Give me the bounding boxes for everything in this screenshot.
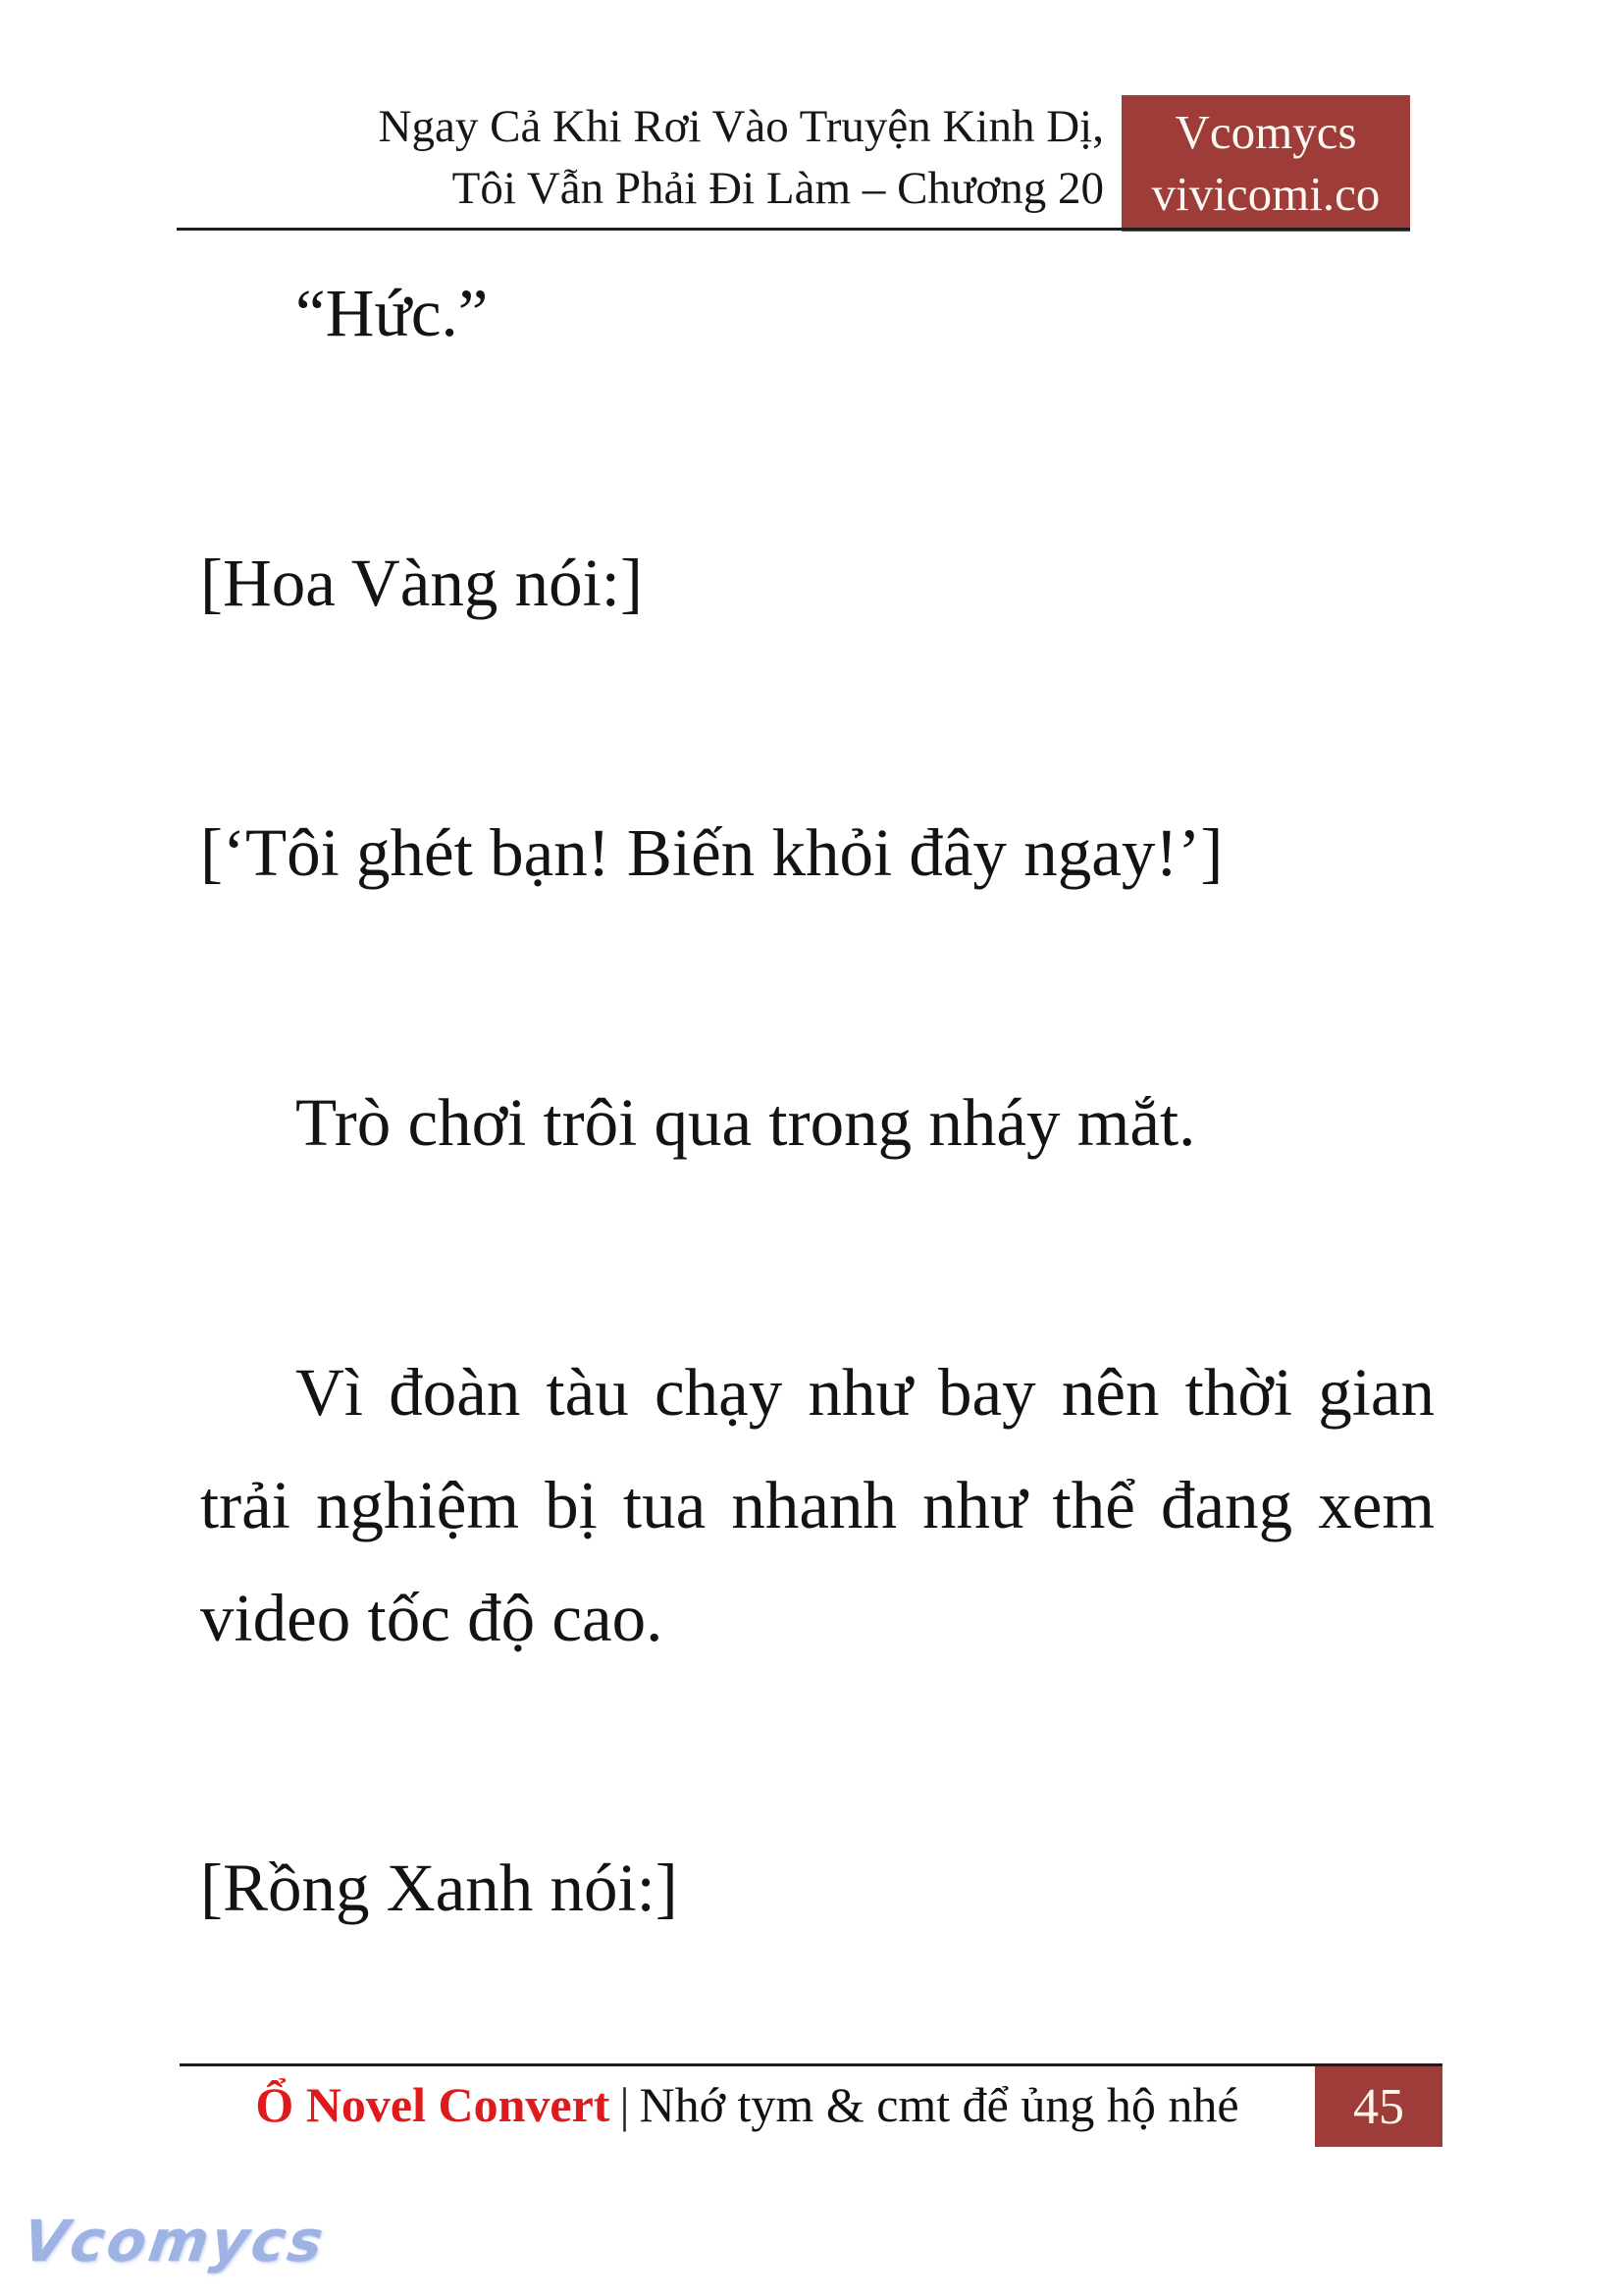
- paragraph-system-quote: [‘Tôi ghét bạn! Biến khỏi đây ngay!’]: [200, 815, 1224, 890]
- footer-group-name: Ổ Novel Convert: [255, 2077, 610, 2132]
- header-divider: [177, 228, 1410, 231]
- paragraph-system-message: [Rồng Xanh nói:]: [200, 1851, 678, 1925]
- publisher-site: vivicomi.co: [1151, 166, 1381, 221]
- paragraph-narration: Vì đoàn tàu chạy như bay nên thời gian trải nghiệm bị tua nhanh như thể đang xem video tốc độ cao.: [200, 1355, 1435, 1655]
- publisher-name: Vcomycs: [1175, 104, 1357, 159]
- page-number-badge: [1315, 2066, 1442, 2147]
- watermark-logo: Vcomycs: [19, 2208, 331, 2274]
- chapter-title-line-1: Ngay Cả Khi Rơi Vào Truyện Kinh Dị,: [378, 101, 1104, 152]
- footer-note: Nhớ tym & cmt để ủng hộ nhé: [639, 2077, 1239, 2132]
- footer-credit: [180, 2076, 1315, 2133]
- footer-separator: |: [619, 2077, 630, 2132]
- paragraph-narration: Trò chơi trôi qua trong nháy mắt.: [295, 1085, 1196, 1160]
- page-body: [200, 257, 1435, 2102]
- publisher-badge: [1122, 95, 1410, 232]
- paragraph-dialogue: “Hức.”: [295, 276, 489, 350]
- page-number: 45: [1353, 2078, 1404, 2135]
- footer-divider: [180, 2063, 1442, 2066]
- paragraph-system-message: [Hoa Vàng nói:]: [200, 546, 643, 620]
- chapter-title-line-2: Tôi Vẫn Phải Đi Làm – Chương 20: [451, 162, 1104, 214]
- chapter-title: [379, 96, 1104, 220]
